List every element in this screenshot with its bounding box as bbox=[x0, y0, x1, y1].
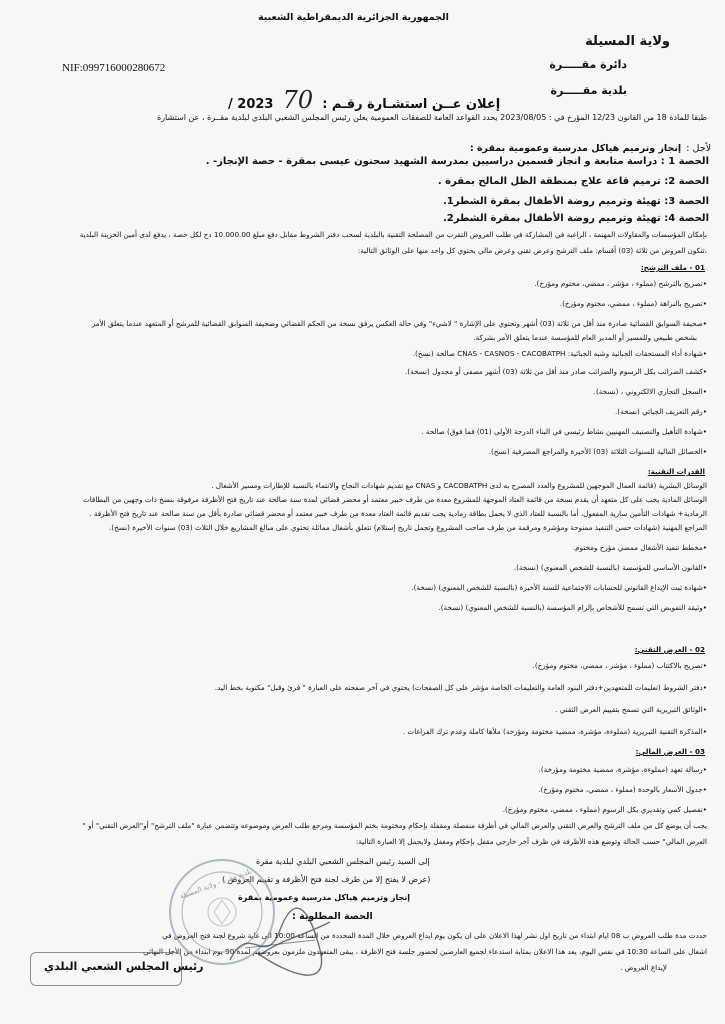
candidacy-item: • السجل التجاري الالكتروني ، (نسخة). bbox=[17, 386, 707, 406]
candidacy-item: • شهادة التأهيل والتصنيف المهنيين نشاط رئيسي في البناء الدرجة الأولى (01) فما فوق) صالحة . bbox=[17, 426, 707, 446]
announcement-title bbox=[228, 86, 500, 114]
announcement-year: 2023 / bbox=[228, 97, 274, 112]
technical-offer-title: 02 - العرض التقني: bbox=[634, 645, 705, 654]
technical-item: • المذكرة التقنية التبريرية (مملوءة، مؤشرة، ممضية مختومة ومؤرخة) ملأها كاملة وعدم ترك الفراغات . bbox=[17, 726, 707, 748]
financial-item: • جدول الأسعار بالوحدة (مملوء ، ممضي، مختوم ومؤرخ). bbox=[17, 784, 707, 804]
purpose-label: لأجل : bbox=[686, 143, 711, 154]
deadline-line: لإيداع العروض . bbox=[620, 963, 667, 972]
envelope-line: يجب أن يوضع كل من ملف الترشح والعرض التقني والعرض المالي في أظرفة منفصلة ومقفلة بإحكام ومختومة بختم المؤسسة ومرجع طلب العرض وموضوعه وتتضمن عبارة "ملف الترشح" أو"العرض التقني" أو " bbox=[82, 821, 707, 830]
financial-offer-title: 03 - العرض المالي: bbox=[635, 747, 705, 756]
announcement-title-text: إعلان عــن استشـارة رقـم : bbox=[322, 97, 501, 112]
capacities-block bbox=[17, 480, 707, 622]
envelope-paragraph bbox=[17, 820, 707, 852]
capacity-line: المراجع المهنية (شهادات حسن التنفيذ ممنوحة ومؤشرة ومرقمة من طرف صاحب المشروع وتحمل تاريخ إستلام) تتعلق بأشغال مماثلة تحتوي على مبالغ المشاريع خلال الثلاث (03) سنوات الأخيرة (نسخ). bbox=[109, 523, 707, 532]
capacity-line: الوسائل المادية يجب على كل متعهد أن يقدم نسخة من قائمة العتاد الموجهة للمشروع معدة من طرف خبير معتمد أو محضر قضائي لمدة سنة صالحة عند تاريخ فتح الأظرفة مرفوقة بنسخ ذات وجهين من البطاقات bbox=[82, 495, 707, 504]
candidacy-item: • كشف الضرائب بكل الرسوم والضرائب صادر منذ أقل من ثلاثة (03) أشهر مصفى أو مجدول (نسخة). bbox=[17, 366, 707, 386]
financial-item: • تفصيل كمي وتقديري بكل الرسوم (مملوء ، ممضي، مختوم ومؤرخ). bbox=[17, 804, 707, 824]
capacity-item: • شهادة ثبت الإيداع القانوني للحسابات الاجتماعية للسنة الأخيرة (بالنسبة للشخص المعنوي) (نسخة). bbox=[17, 582, 707, 602]
candidacy-list bbox=[17, 278, 707, 464]
capacity-item: • وثيقة التفويض التي تسمح للأشخاص بإلزام المؤسسة (بالنسبة للشخص المعنوي) (نسخة). bbox=[17, 602, 707, 622]
technical-item: • تصريح بالاكتتاب (مملوء ، مؤشر ، ممضي، مختوم ومؤرخ). bbox=[17, 660, 707, 682]
candidacy-item: • تصريح بالنزاهة (مملوء ، ممضي، مختوم ومؤرخ). bbox=[17, 298, 707, 318]
technical-item: • دفتر الشروط (تعليمات للمتعهدين+دفتر البنود العامة والتعليمات الخاصة مؤشر على كل الصفحات) يحتوي في آخر صفحته على العبارة " قرئ وقبل" مكتوبة بخط اليد. bbox=[17, 682, 707, 704]
republic-heading: الجمهورية الجزائرية الديمقراطية الشعبية bbox=[258, 12, 449, 23]
nif-number: NIF:099716000280672 bbox=[62, 62, 166, 74]
envelope-lot-required: الحصة المطلوبة : bbox=[292, 911, 373, 922]
deadline-line: حددت مدة طلب العروض ب 08 ايام ابتداء من تاريخ اول نشر لهذا الاعلان على ان يكون يوم ايداع العروض خلال المدة المحددة من الساعة 10:00 الى غاية شروع لجنة فتح العروض في bbox=[162, 931, 707, 940]
candidacy-item: • تصريح بالترشح (مملوء ، مؤشر ، ممضي، مختوم ومؤرخ). bbox=[17, 278, 707, 298]
capacity-line: الوسائل البشرية (قائمة العمال الموجهين للمشروع والعدد المصرح به لدى CACOBATPH و CNAS مع تقديم شهادات النجاح والانتماء بالنسبة للإطارات ومسير الأشغال . bbox=[211, 481, 707, 490]
signature-title: رئيس المجلس الشعبي البلدي bbox=[44, 960, 204, 973]
envelope-notice: (عرض لا يفتح إلا من طرف لجنة فتح الأظرفة و تقييم العروض ) bbox=[222, 875, 431, 884]
deadline-line: اشغال على الساعة 10:30 في نفس اليوم، يعد هذا الاعلان بمثابة استدعاء لجميع العارضين لحضور جلسة فتح الاظرفة ، يبقى المتعهدون ملزمون بعروضهم لمدة 90 يوم ابتداء من الأجل النهائي bbox=[143, 947, 707, 956]
envelope-subject: إنجاز وترميم هياكل مدرسية وعمومية بمقرة bbox=[238, 893, 410, 902]
candidacy-item: • شهادة أداء المستحقات الجبائية وشبه الجبائية: CNAS - CASNOS - CACOBATPH صالحة (نسخ). bbox=[17, 348, 707, 366]
daira-label: دائرة مقـــــرة bbox=[549, 58, 627, 71]
envelope-line: العرض المالي" حسب الحالة وتوضع هذه الأظرفة في ظرف آخر خارجي مقفل بإحكام ومغفل ولايحمل إلا العبارة التالية: bbox=[355, 837, 707, 846]
eligibility-line-1: بإمكان المؤسسات والمقاولات المهتمة ، الراغبة في المشاركة في طلب العروض التقرب من المصلحة التقنية بالبلدية لسحب دفتر الشروط مقابل دفع مبلغ 10.000.00 دج لكل حصة ، يدفع لدى أمين الخزينة البلدية bbox=[79, 230, 707, 239]
round-stamp-text: بلدية مقرة - ولاية المسيلة bbox=[178, 867, 253, 901]
capacity-item: • القانون الأساسي للمؤسسة (بالنسبة للشخص المعنوي) (نسخة). bbox=[17, 562, 707, 582]
financial-item: • رسالة تعهد (مملوءة، مؤشرة، ممضية مختومة ومؤرخة). bbox=[17, 764, 707, 784]
commune-label: بلدية مقـــــرة bbox=[550, 84, 627, 97]
lot-3: الحصة 3: تهيئة وترميم روضة الأطفال بمقرة الشطر1. bbox=[442, 196, 709, 207]
candidacy-item: • صحيفة السوابق القضائية صادرة منذ أقل من ثلاثة (03) أشهر وتحتوي على الإشارة " لاشيء" وفي حالة العكس يرفق نسخة من الحكم القضائي وصحيفة السوابق القضائية للمرشح أو المتعهد عندما يتعلق الأمر bbox=[17, 318, 707, 332]
purpose-line bbox=[470, 136, 711, 155]
technical-item: • الوثائق التبريرية التي تسمح بتقييم العرض التقني . bbox=[17, 704, 707, 726]
lot-1: الحصة 1 : دراسة متابعة و انجاز قسمين دراسيين بمدرسة الشهيد سحنون عيسى بمقرة - حصة الإنجاز- . bbox=[205, 156, 709, 167]
lot-2: الحصة 2: ترميم قاعة علاج بمنطقة الظل المالح بمقرة . bbox=[437, 176, 709, 187]
announcement-number: 70 bbox=[282, 86, 314, 114]
eligibility-line-2: ،تتكون العروض من ثلاثة (03) أقسام: ملف الترشح وعرض تقني وعرض مالي يحتوي كل واحد منها على الوثائق التالية: bbox=[357, 246, 707, 255]
capacity-item: • مخطط تنفيذ الأشغال ممضي مؤرخ ومختوم. bbox=[17, 542, 707, 562]
lot-4: الحصة 4: تهيئة وترميم روضة الأطفال بمقرة الشطر2. bbox=[442, 213, 709, 224]
capacity-line: الرمادية+ شهادات التأمين سارية المفعول، أما بالنسبة للعتاد الذي لا يحمل بطاقة رمادية يجب تقديم قائمة العتاد معدة من طرف خبير معتمد أو محضر قضائي صادرة بأقل من سنة صالحة عند تاريخ فتح الأظرفة . bbox=[89, 509, 707, 518]
candidacy-item: • الحصائل المالية للسنوات الثلاثة (03) الأخيرة والمراجع المصرفية (نسخ). bbox=[17, 446, 707, 464]
handwritten-signature bbox=[220, 900, 340, 980]
envelope-recipient: إلى السيد رئيس المجلس الشعبي البلدي لبلدية مقرة bbox=[256, 857, 430, 866]
candidacy-title: 01 - ملف الترشح: bbox=[640, 263, 705, 272]
financial-offer-list bbox=[17, 764, 707, 824]
candidacy-item-continued: بشخص طبيعي وللمسير أو المدير العام للمؤسسة عندما يتعلق الأمر بشركة. bbox=[473, 333, 697, 342]
intro-line: طبقا للمادة 18 من القانون 12/23 المؤرخ في : 2023/08/05 يحدد القواعد العامة للصفقات العمومية يعلن رئيس المجلس الشعبي البلدي لبلدية مقــرة ، عن استشارة bbox=[156, 113, 707, 122]
wilaya-label: ولاية المسيلة bbox=[585, 34, 670, 49]
candidacy-item: • رقم التعريف الجبائي (نسخة). bbox=[17, 406, 707, 426]
technical-offer-list bbox=[17, 660, 707, 748]
purpose-text: إنجاز وترميم هياكل مدرسية وعمومية بمقرة : bbox=[469, 143, 682, 154]
capacities-title: القدرات التقنية: bbox=[647, 467, 705, 476]
